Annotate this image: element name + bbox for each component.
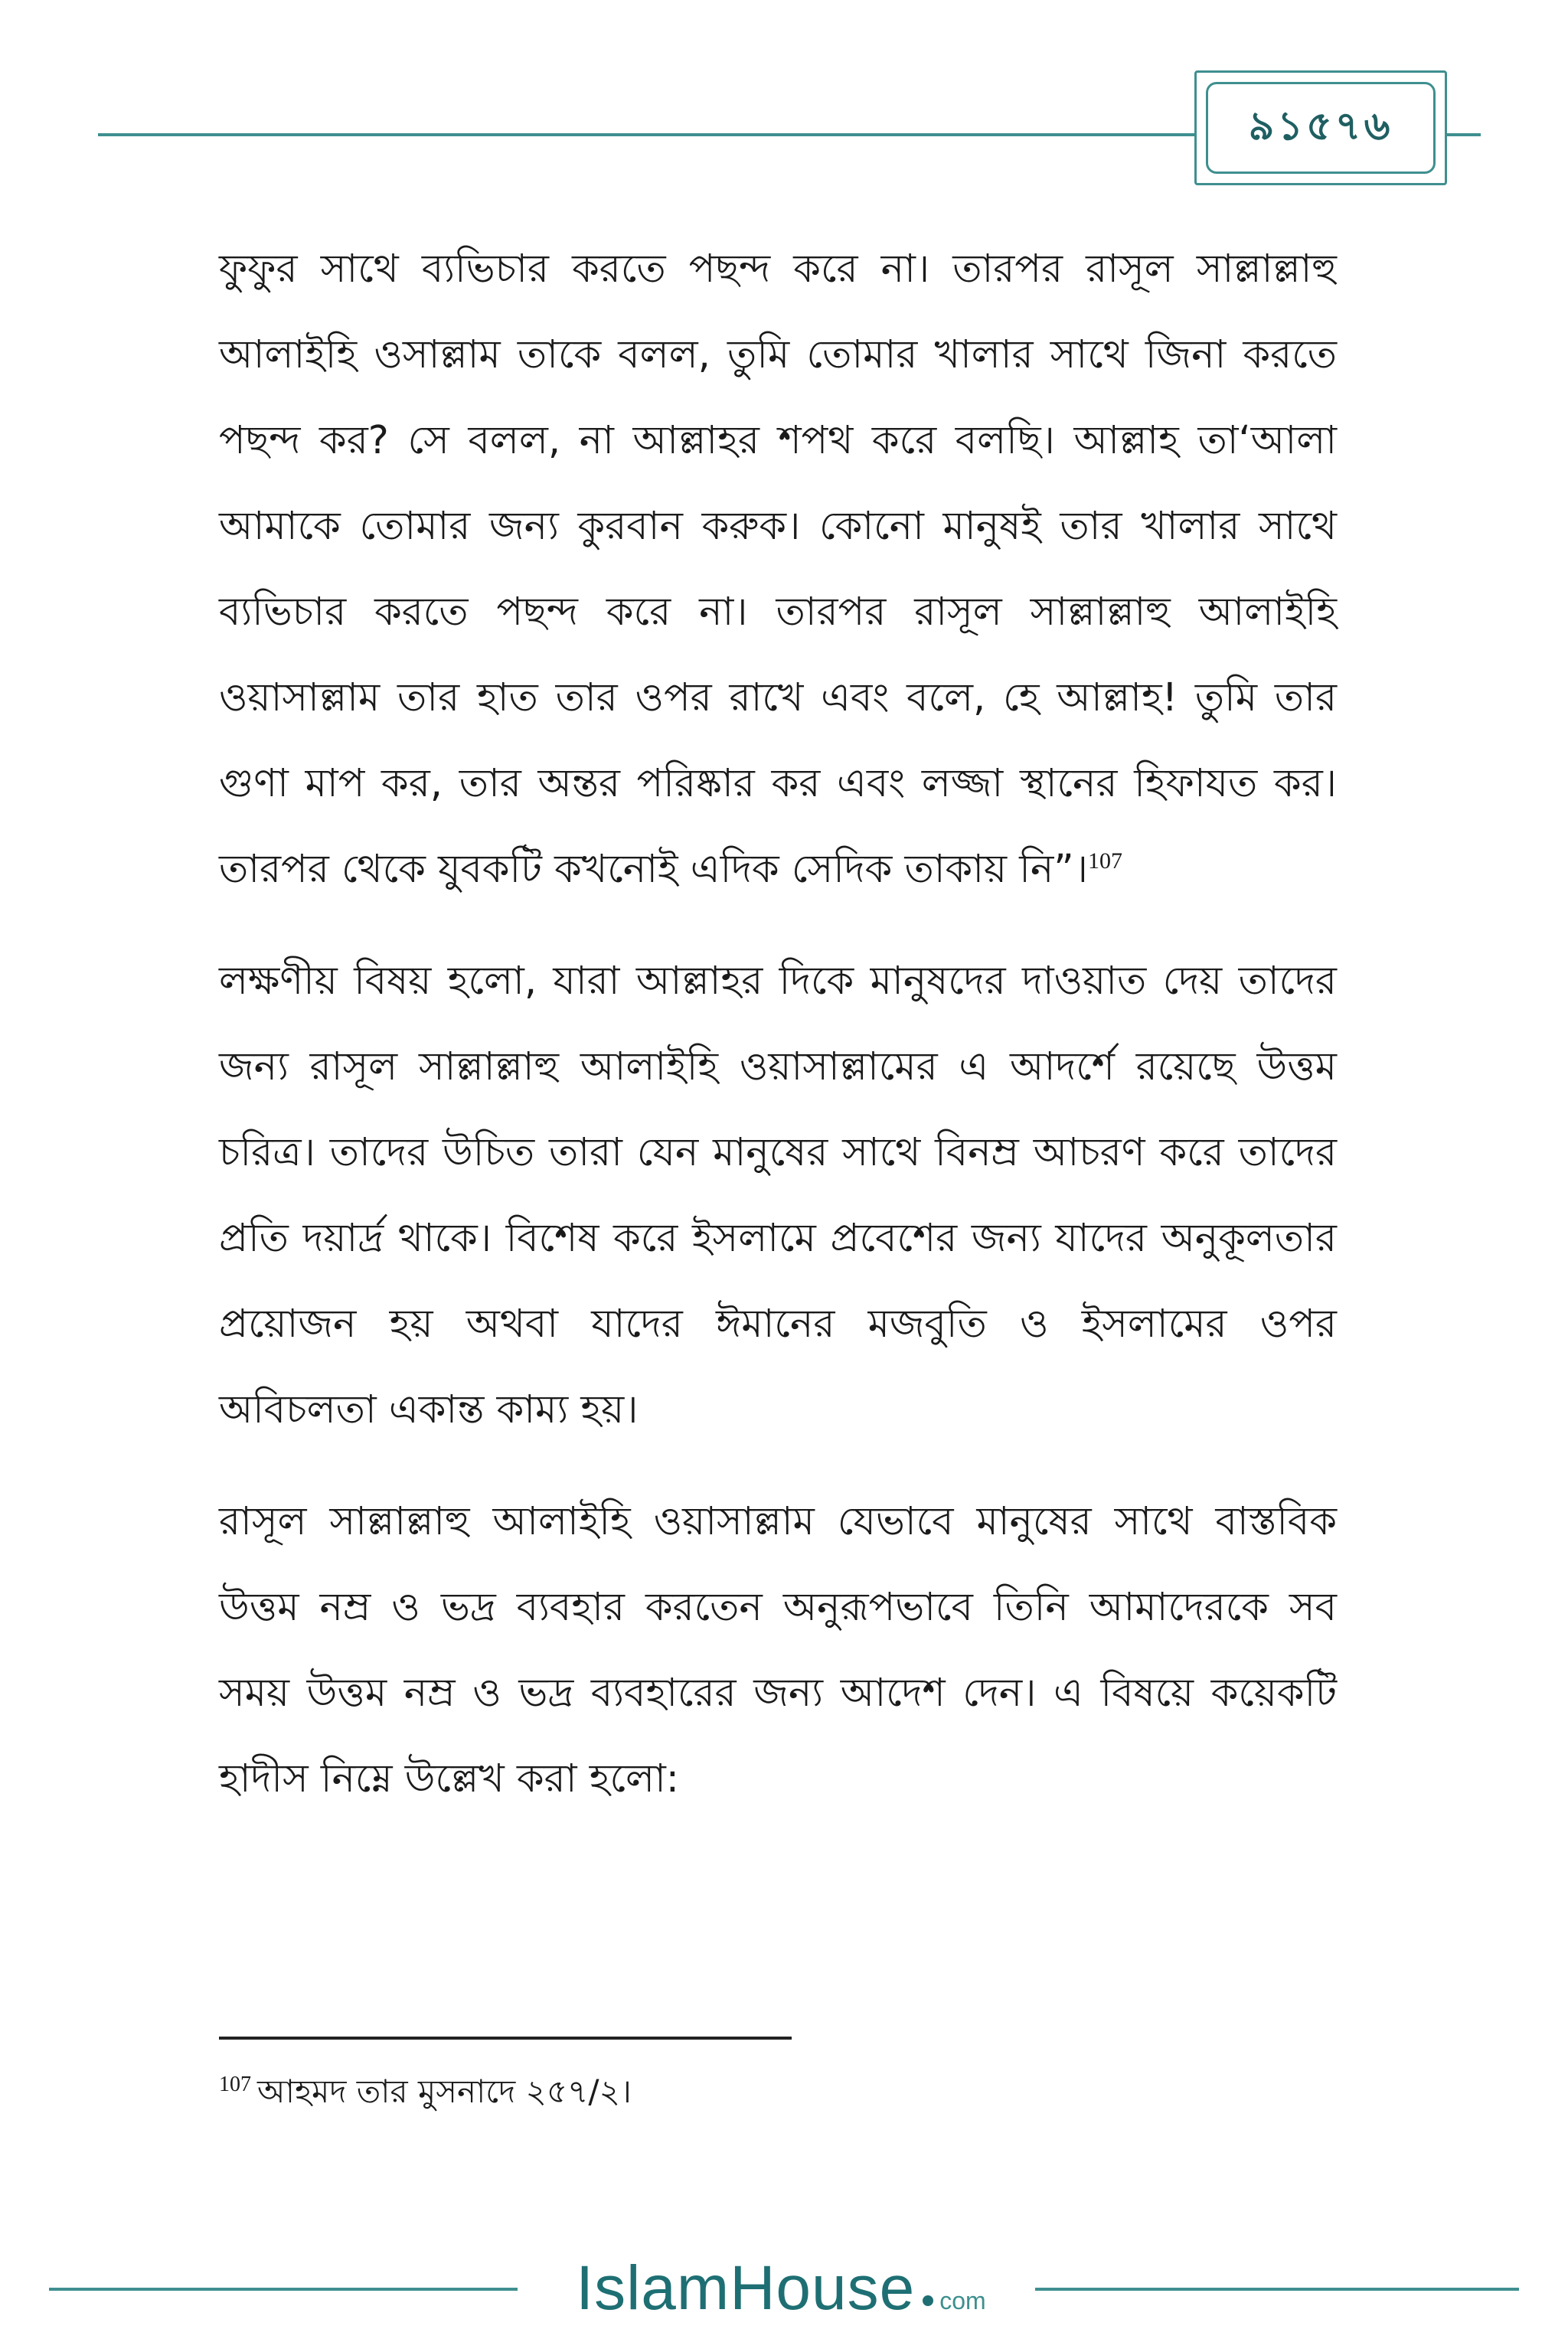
logo-domain-suffix: com	[939, 2287, 986, 2314]
footnote-number: 107	[219, 2073, 251, 2096]
footer-rule-right	[1035, 2288, 1519, 2291]
page-number-frame	[1194, 70, 1447, 185]
footnote	[219, 2069, 1337, 2115]
footnote-reference: 107	[1087, 848, 1122, 874]
page-body	[219, 227, 1337, 1822]
paragraph-1	[219, 227, 1337, 913]
header-rule-end	[1447, 133, 1481, 136]
paragraph-2-text: লক্ষণীয় বিষয় হলো, যারা আল্লাহর দিকে মানুষদের দাওয়াত দেয় তাদের জন্য রাসূল সাল্লাল্লাহু আলাইহি ওয়াসাল্লামের এ আদর্শে রয়েছে উত্তম চরিত্র। তাদের উচিত তারা যেন মানুষের সাথে বিনম্র আচরণ করে তাদের প্রতি দয়ার্দ্র থাকে। বিশেষ করে ইসলামে প্রবেশের জন্য যাদের অনুকূলতার প্রয়োজন হয় অথবা যাদের ঈমানের মজবুতি ও ইসলামের ওপর অবিচলতা একান্ত কাম্য হয়।	[219, 959, 1337, 1432]
logo-wordmark: IslamHouse	[576, 2253, 916, 2323]
paragraph-3	[219, 1479, 1337, 1822]
page-number: ৯১৫৭৬	[1248, 103, 1393, 149]
paragraph-1-text: ফুফুর সাথে ব্যভিচার করতে পছন্দ করে না। তারপর রাসূল সাল্লাল্লাহু আলাইহি ওসাল্লাম তাকে বলল, তুমি তোমার খালার সাথে জিনা করতে পছন্দ কর? সে বলল, না আল্লাহর শপথ করে বলছি। আল্লাহ তা‘আলা আমাকে তোমার জন্য কুরবান করুক। কোনো মানুষই তার খালার সাথে ব্যভিচার করতে পছন্দ করে না। তারপর রাসূল সাল্লাল্লাহু আলাইহি ওয়াসাল্লাম তার হাত তার ওপর রাখে এবং বলে, হে আল্লাহ! তুমি তার গুণা মাপ কর, তার অন্তর পরিষ্কার কর এবং লজ্জা স্থানের হিফাযত কর। তারপর থেকে যুবকটি কখনোই এদিক সেদিক তাকায় নি”।	[219, 247, 1337, 892]
logo-dot-icon	[923, 2295, 933, 2306]
footer-rule-left	[49, 2288, 518, 2291]
footnote-text: আহমদ তার মুসনাদে ২৫৭/২।	[257, 2073, 632, 2110]
header-rule	[98, 133, 1200, 136]
paragraph-3-text: রাসূল সাল্লাল্লাহু আলাইহি ওয়াসাল্লাম যেভাবে মানুষের সাথে বাস্তবিক উত্তম নম্র ও ভদ্র ব্যবহার করতেন অনুরূপভাবে তিনি আমাদেরকে সব সময় উত্তম নম্র ও ভদ্র ব্যবহারের জন্য আদেশ দেন। এ বিষয়ে কয়েকটি হাদীস নিম্নে উল্লেখ করা হলো:	[219, 1499, 1337, 1802]
page-number-frame-inner	[1206, 82, 1436, 174]
footnote-divider	[219, 2037, 792, 2040]
islamhouse-logo	[536, 2252, 1026, 2329]
paragraph-2	[219, 939, 1337, 1453]
